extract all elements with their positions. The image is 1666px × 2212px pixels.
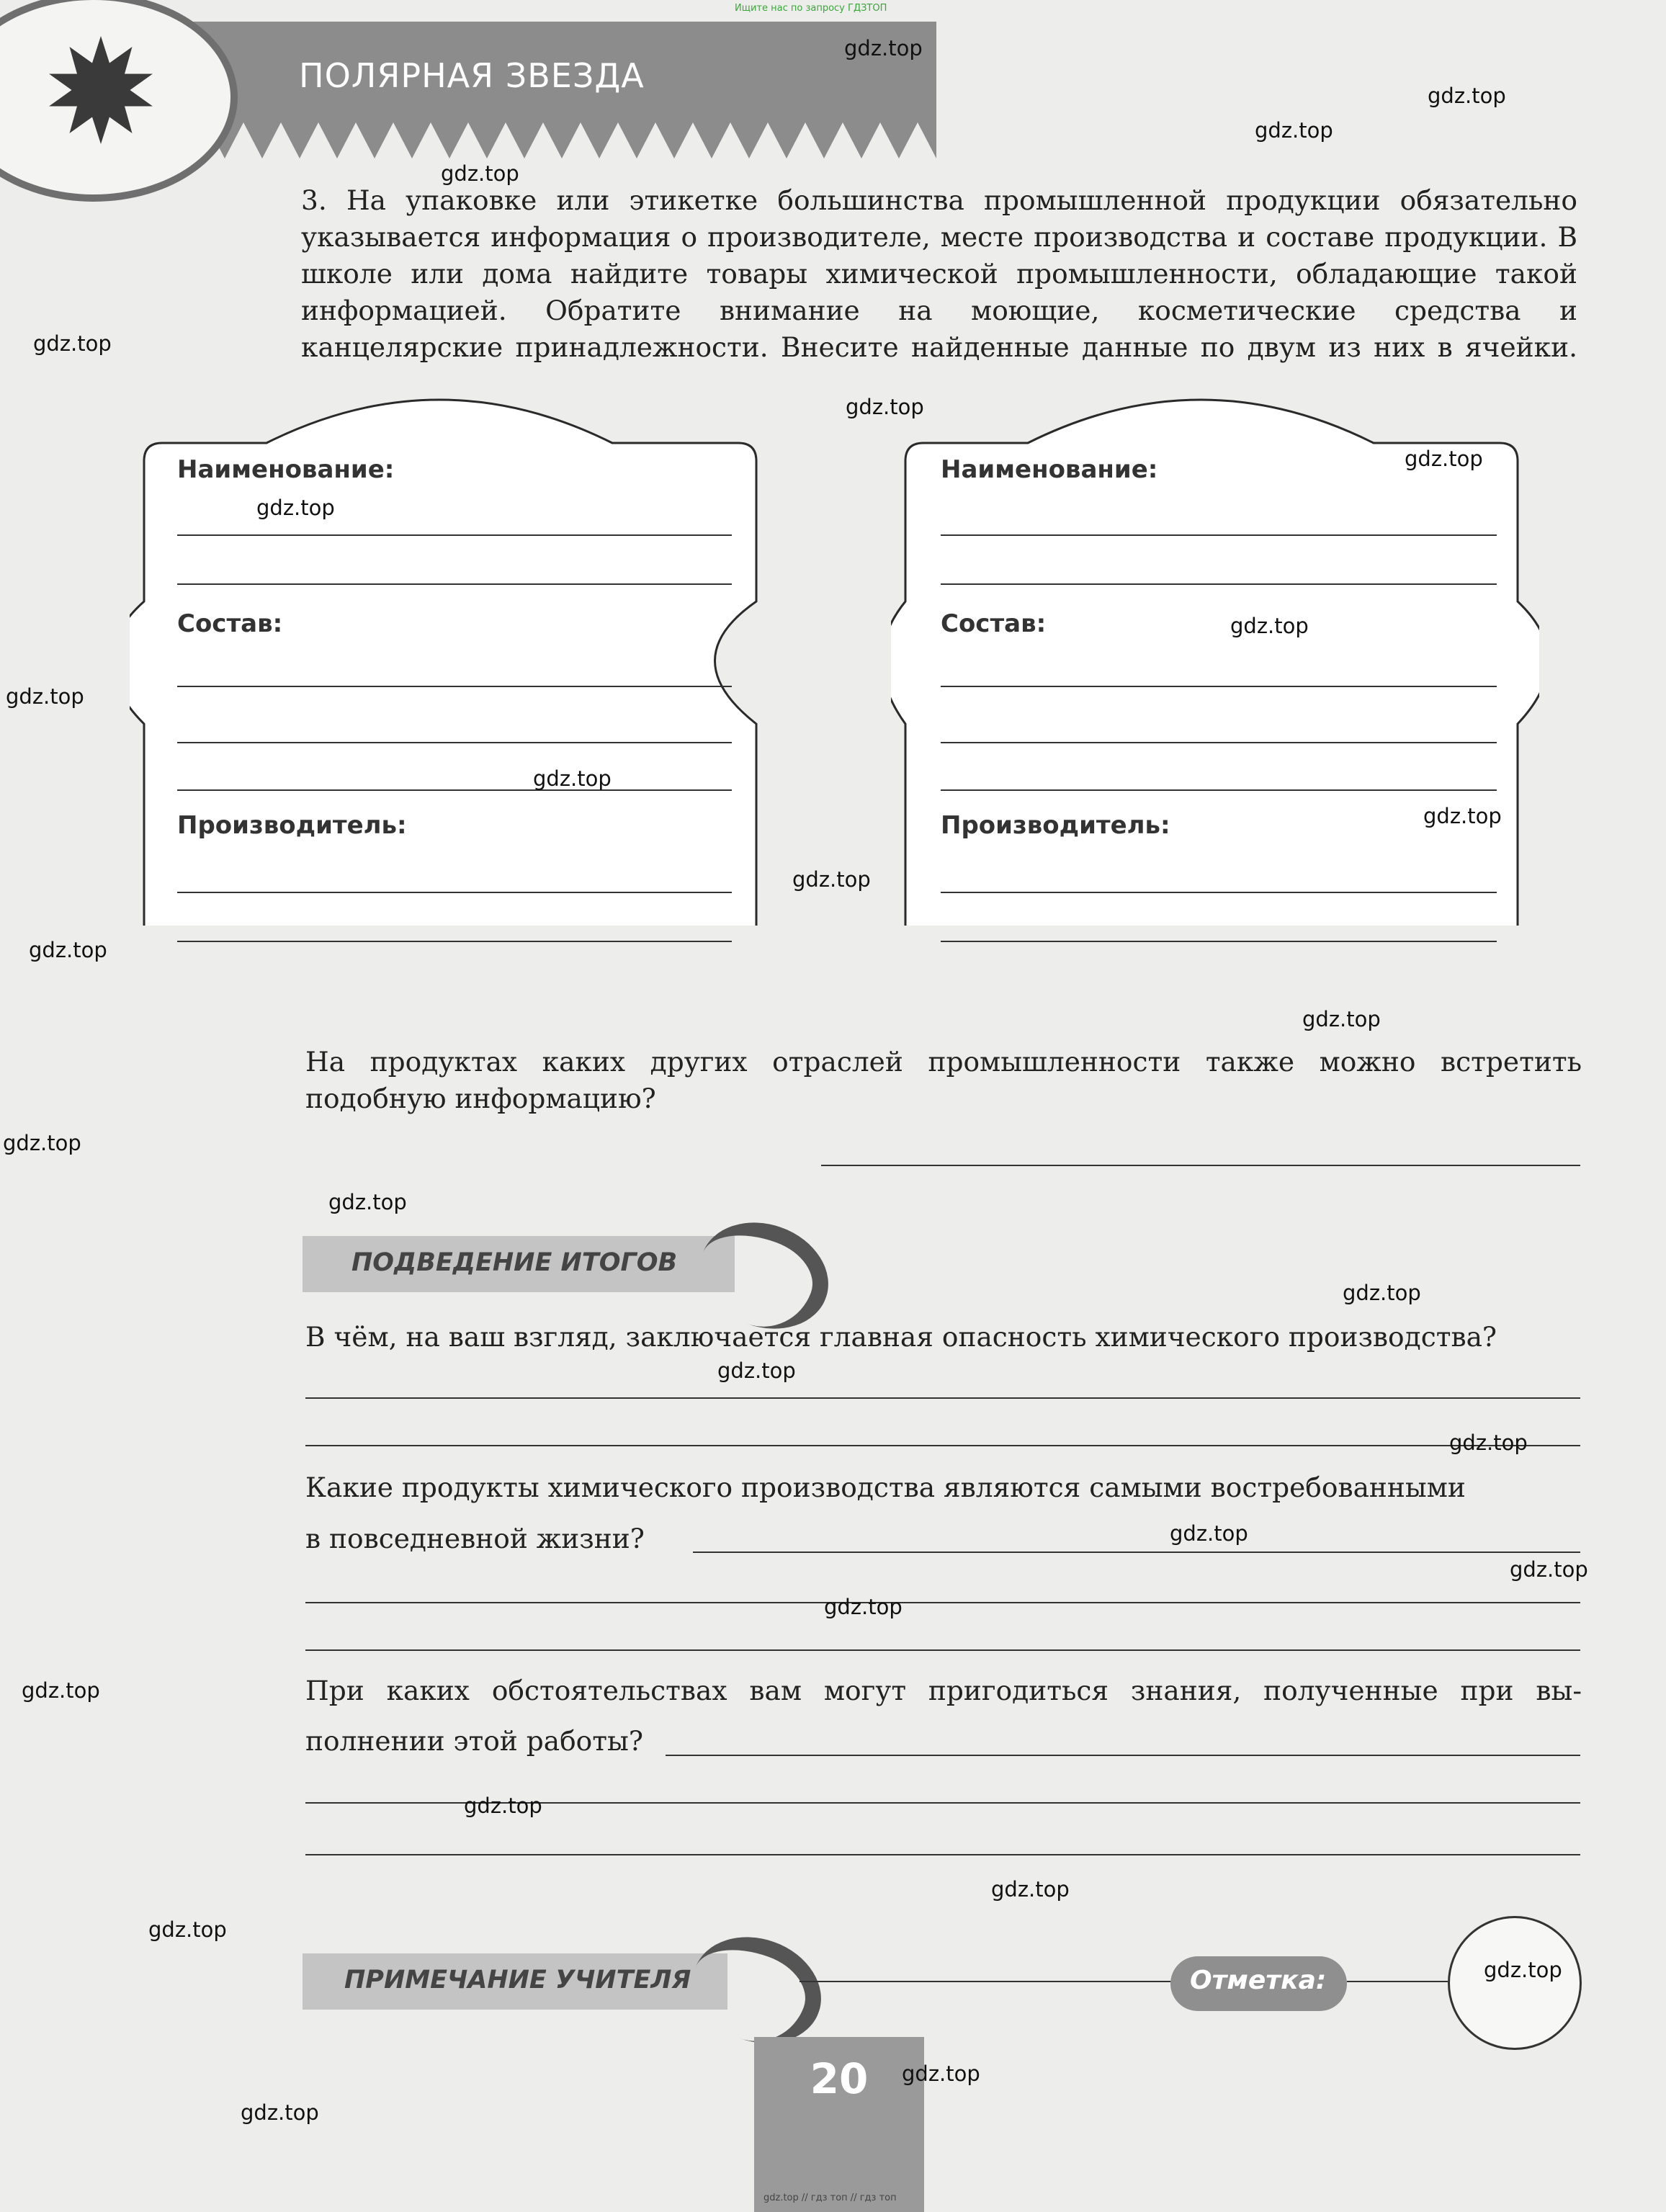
watermark: gdz.top xyxy=(464,1794,542,1818)
watermark: gdz.top xyxy=(1230,614,1309,638)
answer-line[interactable] xyxy=(666,1755,1580,1756)
answer-line[interactable] xyxy=(693,1551,1580,1553)
watermark: gdz.top xyxy=(1484,1958,1562,1982)
watermark: gdz.top xyxy=(1255,118,1333,143)
card1-name-line[interactable] xyxy=(177,583,732,585)
card1-composition-line[interactable] xyxy=(177,789,732,791)
watermark: gdz.top xyxy=(533,766,612,791)
answer-line[interactable] xyxy=(821,1165,1580,1166)
section-title-banner: ПОЛЯРНАЯ ЗВЕЗДА xyxy=(299,56,645,95)
watermark: gdz.top xyxy=(328,1190,407,1214)
watermark: gdz.top xyxy=(33,331,112,356)
grade-circle[interactable] xyxy=(1448,1916,1582,2050)
card2-name-label: Наименование: xyxy=(941,455,1163,484)
ad-text: Ищите нас по запросу ГДЗТОП xyxy=(735,3,887,14)
card2-name-line[interactable] xyxy=(941,534,1497,536)
question-knowledge-line2: полнении этой работы? xyxy=(305,1725,643,1757)
teacher-note-title: ПРИМЕЧАНИЕ УЧИТЕЛЯ xyxy=(344,1966,691,1994)
card1-composition-label: Состав: xyxy=(177,609,288,638)
question-danger: В чём, на ваш взгляд, заключается главная опасность химического производства? xyxy=(305,1321,1497,1353)
watermark: gdz.top xyxy=(717,1358,796,1383)
card1-composition-line[interactable] xyxy=(177,686,732,687)
answer-line[interactable] xyxy=(305,1602,1580,1603)
card1-composition-line[interactable] xyxy=(177,742,732,743)
watermark: gdz.top xyxy=(1449,1430,1528,1455)
question-knowledge-line1: При каких обстоятельствах вам могут пригодиться знания, полученные при вы- xyxy=(305,1675,1582,1706)
watermark: gdz.top xyxy=(1428,84,1506,108)
grade-label: Отметка: xyxy=(1190,1966,1327,1995)
card1-producer-line[interactable] xyxy=(177,941,732,942)
question-products-line2: в повседневной жизни? xyxy=(305,1523,645,1554)
watermark: gdz.top xyxy=(844,36,923,61)
watermark: gdz.top xyxy=(1423,804,1502,828)
watermark: gdz.top xyxy=(22,1678,100,1703)
card2-composition-line[interactable] xyxy=(941,742,1497,743)
watermark: gdz.top xyxy=(148,1917,227,1942)
card2-composition-line[interactable] xyxy=(941,789,1497,791)
watermark: gdz.top xyxy=(1405,447,1483,471)
card1-name-line[interactable] xyxy=(177,534,732,536)
question-products-line1: Какие продукты химического производства являются самыми востребованными xyxy=(305,1472,1466,1503)
answer-line[interactable] xyxy=(305,1854,1580,1855)
watermark: gdz.top xyxy=(441,161,519,186)
answer-line[interactable] xyxy=(305,1397,1580,1399)
card2-producer-label: Производитель: xyxy=(941,811,1176,840)
watermark: gdz.top xyxy=(824,1595,903,1619)
watermark: gdz.top xyxy=(1343,1281,1421,1305)
watermark: gdz.top xyxy=(1302,1007,1381,1031)
footer-credits: gdz.top // гдз топ // гдз топ xyxy=(763,2193,897,2203)
watermark: gdz.top xyxy=(3,1131,81,1155)
grade-line xyxy=(1347,1981,1448,1982)
card2-producer-line[interactable] xyxy=(941,892,1497,893)
page-number: 20 xyxy=(810,2054,869,2103)
task-paragraph: 3. На упаковке или этикетке большинства промышленной продукции обязательно указывается информация о производителе, месте производства и составе продукции. В школе или дома найдите товары химической промышленности, обладающие такой информацией. Обратите внимание на моющие, косметические средства и канцелярские принадлежности. Внесите найденные данные по двум из них в ячейки. xyxy=(301,184,1577,363)
watermark: gdz.top xyxy=(902,2061,980,2086)
watermark: gdz.top xyxy=(792,867,871,892)
watermark: gdz.top xyxy=(29,938,107,962)
answer-line[interactable] xyxy=(305,1445,1580,1446)
card2-composition-label: Состав: xyxy=(941,609,1052,638)
card1-name-label: Наименование: xyxy=(177,455,400,484)
watermark: gdz.top xyxy=(1170,1521,1248,1546)
watermark: gdz.top xyxy=(991,1877,1070,1902)
question-other-industries: На продуктах каких других отраслей промышленности также можно встретить подобную информацию? xyxy=(305,1046,1582,1114)
answer-line[interactable] xyxy=(305,1649,1580,1651)
card2-composition-line[interactable] xyxy=(941,686,1497,687)
summary-section-title: ПОДВЕДЕНИЕ ИТОГОВ xyxy=(351,1248,678,1277)
watermark: gdz.top xyxy=(256,496,335,520)
watermark: gdz.top xyxy=(846,395,924,419)
card2-name-line[interactable] xyxy=(941,583,1497,585)
card2-producer-line[interactable] xyxy=(941,941,1497,942)
card1-producer-label: Производитель: xyxy=(177,811,413,840)
watermark: gdz.top xyxy=(6,684,84,709)
teacher-note-line[interactable] xyxy=(800,1981,1174,1982)
watermark: gdz.top xyxy=(1510,1557,1588,1582)
card1-producer-line[interactable] xyxy=(177,892,732,893)
watermark: gdz.top xyxy=(241,2100,319,2125)
